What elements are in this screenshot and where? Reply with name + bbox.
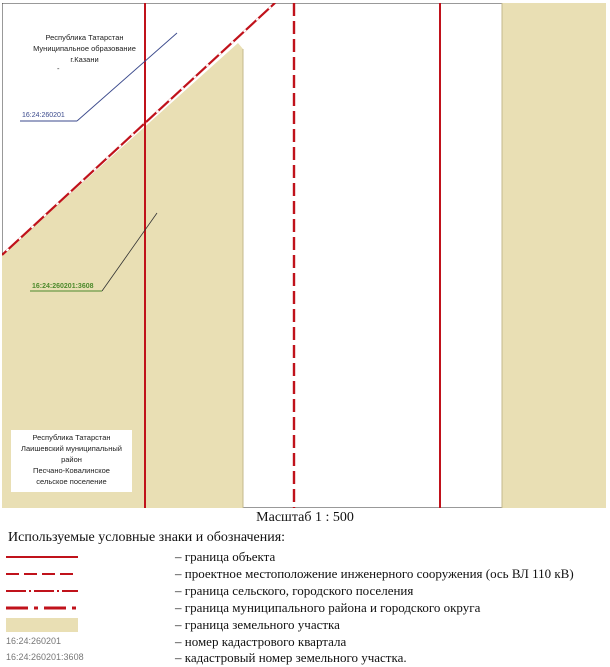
region-bottom-line-1: Республика Татарстан — [32, 433, 111, 442]
district-boundary-symbol — [6, 601, 78, 615]
region-bottom-line-3: район — [61, 455, 82, 464]
region-bottom-line-2: Лаишевский муниципальный — [21, 444, 122, 453]
project-line-symbol — [6, 567, 78, 581]
land-plot-right — [502, 3, 606, 508]
region-top-line-1: Республика Татарстан — [45, 33, 124, 42]
quarter-number-sample: 16:24:260201 — [6, 636, 62, 646]
parcel-number-sample: 16:24:260201:3608 — [6, 652, 84, 662]
legend-item-settlement-boundary — [0, 583, 610, 600]
parcel-number-label: 16:24:260201:3608 — [32, 283, 94, 290]
legend-text: – граница сельского, городского поселения — [175, 583, 414, 598]
region-bottom-line-5: сельское поселение — [36, 477, 107, 486]
quarter-number-label: 16:24:260201 — [22, 112, 65, 119]
legend-item-land-plot — [0, 617, 610, 634]
region-top-line-4: - — [57, 64, 60, 73]
legend-title: Используемые условные знаки и обозначения: — [8, 530, 286, 545]
legend-item-project-line — [0, 566, 610, 583]
region-top-line-3: г.Казани — [70, 55, 99, 64]
legend-text: – номер кадастрового квартала — [175, 634, 347, 649]
legend-item-quarter-number — [0, 634, 610, 651]
object-boundary-symbol — [6, 550, 78, 564]
region-label-top — [27, 32, 142, 72]
legend-text: – граница земельного участка — [175, 617, 340, 632]
region-label-bottom — [11, 430, 132, 492]
legend-item-object-boundary — [0, 549, 610, 566]
legend-text: – проектное местоположение инженерного сооружения (ось ВЛ 110 кВ) — [175, 566, 574, 581]
legend-text: – граница объекта — [175, 549, 276, 564]
legend-text: – кадастровый номер земельного участка. — [175, 650, 407, 665]
region-bottom-line-4: Песчано-Ковалинское — [33, 466, 110, 475]
region-top-line-2: Муниципальное образование — [33, 44, 136, 53]
legend-text: – граница муниципального района и городского округа — [175, 600, 481, 615]
legend-item-parcel-number — [0, 650, 610, 667]
legend-item-district-boundary — [0, 600, 610, 617]
settlement-boundary-symbol — [6, 584, 78, 598]
map-scale: Масштаб 1 : 500 — [256, 510, 354, 525]
land-plot-symbol — [6, 618, 78, 632]
